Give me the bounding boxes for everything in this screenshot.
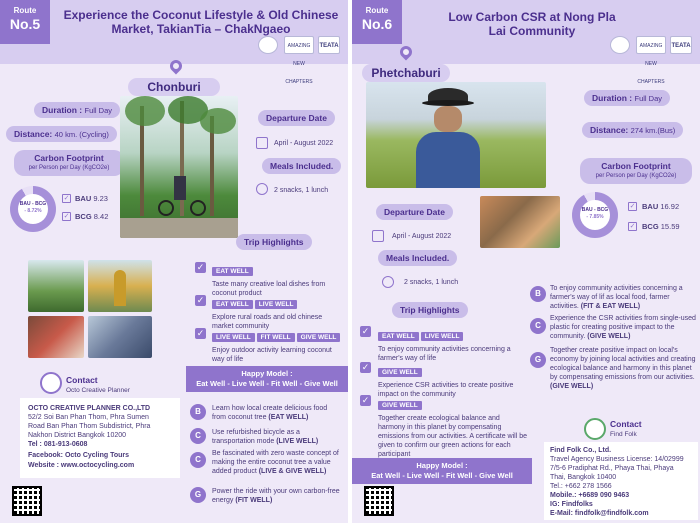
contact-website[interactable]: Website : www.octocycling.com (28, 462, 135, 469)
bcg-item: Use refurbished bicycle as a transportation mode (LIVE WELL) (212, 429, 319, 445)
letter-c-icon: C (190, 428, 206, 444)
bcg-item: Experience the CSR activities from single-used plastic for creating positive impact to the community. (GIVE WELL) (550, 315, 696, 340)
contact-subtitle: Find Folk (610, 431, 637, 438)
contact-title: Contact (66, 375, 98, 385)
contact-line: Travel Agency Business License: 14/02999 (550, 456, 684, 463)
farmer-photo (366, 82, 546, 188)
highlight-item: LIVE WELL FIT WELL GIVE WELL Enjoy outdoor activity learning coconut way of life (212, 326, 344, 364)
octo-logo (40, 372, 62, 394)
checkbox-icon: ✓ (196, 262, 205, 272)
logo-1 (610, 36, 630, 54)
contact-line: Nakhon District Bangkok 10200 (28, 432, 127, 439)
letter-b-icon: B (190, 404, 206, 420)
checkbox-icon: ✓ (361, 362, 370, 372)
bcg-item: Power the ride with your own carbon-free energy (FIT WELL) (212, 488, 340, 504)
bcg-item: To enjoy community activities concerning a farmer's way of lif as local food, farmer activities. (FIT & EAT WELL) (550, 285, 683, 310)
bcg-item: Be fascinated with zero waste concept of making the entire coconut tree a value added product (LIVE & GIVE WELL) (212, 450, 339, 475)
bcg-item: Learn how local create delicious food from coconut tree (EAT WELL) (212, 405, 328, 421)
checkbox-icon: ✓ (629, 223, 636, 230)
market-photo (88, 316, 152, 358)
checkbox-icon: ✓ (629, 203, 636, 210)
contact-mobile[interactable]: Mobile.: +6689 090 9463 (550, 492, 630, 499)
city-name: Chonburi (128, 78, 220, 96)
logo-teata: TEATA (670, 36, 692, 54)
contact-line: Road Ban Phan Thom Subdistrict, Phra (28, 423, 151, 430)
contact-title: Contact (610, 419, 642, 429)
logo-amazing: AMAZING NEW CHAPTERS (636, 36, 666, 54)
carbon-donut-chart: BAU - BCG - 7.85% (572, 192, 618, 238)
cutlery-icon (256, 183, 268, 195)
meals-pill: Meals Included. (378, 250, 457, 266)
group-photo (28, 260, 84, 312)
logo-amazing: AMAZING NEW CHAPTERS (284, 36, 314, 54)
highlight-item: EAT WELL LIVE WELL Explore rural roads and old chinese market community (212, 301, 323, 330)
logo-1 (258, 36, 278, 54)
carbon-donut-chart: BAU - BCG - 8.72% (10, 186, 56, 232)
statue-photo (88, 260, 152, 312)
cooking-photo (480, 196, 560, 248)
trip-highlights-pill: Trip Highlights (236, 234, 312, 250)
checkbox-icon: ✓ (196, 328, 205, 338)
page-title: Experience the Coconut Lifestyle & Old Chinese Market, TakianTia – ChakNgaeo (63, 8, 339, 36)
qr-code[interactable] (364, 486, 394, 516)
departure-date-pill: Departure Date (376, 204, 453, 220)
contact-line: Find Folk Co., Ltd. (550, 447, 612, 454)
duration-pill: Duration : Full Day (34, 102, 120, 118)
distance-pill: Distance: 40 km. (Cycling) (6, 126, 117, 142)
meals-pill: Meals Included. (262, 158, 341, 174)
happy-model-banner: Happy Model : Eat Well - Live Well - Fit Well - Give Well (186, 366, 348, 392)
route-6-panel (352, 0, 700, 523)
departure-date: April - August 2022 (392, 233, 452, 240)
contact-line: Thai, Bangkok 10400 (550, 474, 617, 481)
meals-value: 2 snacks, 1 lunch (404, 279, 459, 286)
checkbox-icon: ✓ (63, 195, 70, 202)
contact-phone[interactable]: Tel : 081-913-0608 (28, 441, 88, 448)
route-label: Route (365, 6, 389, 15)
city-name: Phetchaburi (362, 64, 450, 82)
letter-b-icon: B (530, 286, 546, 302)
letter-c-icon: C (530, 318, 546, 334)
carbon-footprint-pill: Carbon Footprint per Person per Day (KgCO2e) (580, 158, 692, 184)
food-photo (28, 316, 84, 358)
bau-row: BAU 16.92 (642, 202, 680, 211)
meals-value: 2 snacks, 1 lunch (274, 187, 329, 194)
qr-code[interactable] (12, 486, 42, 516)
letter-g-icon: G (190, 487, 206, 503)
contact-instagram[interactable]: IG: Findfolks (550, 501, 593, 508)
duration-pill: Duration : Full Day (584, 90, 670, 106)
checkbox-icon: ✓ (196, 295, 205, 305)
happy-model-banner: Happy Model : Eat Well - Live Well - Fit Well - Give Well (352, 458, 532, 484)
page-title: Low Carbon CSR at Nong Pla Lai Community (448, 10, 616, 38)
route-label: Route (13, 6, 37, 15)
carbon-footprint-pill: Carbon Footprint per Person per Day (KgCO2e) (14, 150, 124, 176)
logo-teata: TEATA (318, 36, 340, 54)
distance-pill: Distance: 274 km.(Bus) (582, 122, 683, 138)
calendar-icon (372, 230, 384, 242)
highlight-item: GIVE WELL Experience CSR activities to create positive impact on the community (378, 369, 514, 398)
route-number: No.5 (9, 16, 41, 32)
bcg-row: BCG 15.59 (642, 222, 680, 231)
trip-highlights-pill: Trip Highlights (392, 302, 468, 318)
cyclist-photo (120, 96, 238, 238)
contact-subtitle: Octo Creative Planner (66, 387, 130, 394)
letter-g-icon: G (530, 352, 546, 368)
contact-line: 52/2 Soi Ban Phan Thom, Phra Sumen (28, 414, 149, 421)
departure-date: April - August 2022 (274, 140, 334, 147)
letter-c-icon: C (190, 452, 206, 468)
checkbox-icon: ✓ (63, 213, 70, 220)
findfolk-logo (584, 418, 606, 440)
checkbox-icon: ✓ (361, 395, 370, 405)
highlight-item: GIVE WELL Together create ecological balance and harmony in this planet by compensating emissions from our activities. A certificate will be given to confirm our green actions for each participant (378, 402, 527, 458)
bau-row: BAU 9.23 (75, 194, 108, 203)
checkbox-icon: ✓ (361, 326, 370, 336)
route-badge (352, 0, 402, 44)
route-5-panel (0, 0, 348, 523)
contact-phone[interactable]: Tel.: +662 278 1566 (550, 483, 612, 490)
calendar-icon (256, 137, 268, 149)
cutlery-icon (382, 276, 394, 288)
highlight-item: EAT WELL LIVE WELL To enjoy community activities concerning a farmer's way of life (378, 333, 511, 362)
route-number: No.6 (361, 16, 393, 32)
contact-email[interactable]: E-Mail: findfolk@findfolk.com (550, 510, 649, 517)
contact-line: OCTO CREATIVE PLANNER CO.,LTD (28, 405, 151, 412)
highlight-item: EAT WELL Taste many creative loal dishes from coconut product (212, 268, 326, 297)
contact-facebook[interactable]: Facebook: Octo Cycling Tours (28, 452, 129, 459)
bcg-item: Together create positive impact on local's economy by joining local activities and creating ecological balance and harmony in this planet by compensating emissions from our activities. (GIVE WELL) (550, 347, 696, 390)
route-badge (0, 0, 50, 44)
contact-line: 7/5-6 Pradiphat Rd., Phaya Thai, Phaya (550, 465, 674, 472)
departure-date-pill: Departure Date (258, 110, 335, 126)
bcg-row: BCG 8.42 (75, 212, 109, 221)
